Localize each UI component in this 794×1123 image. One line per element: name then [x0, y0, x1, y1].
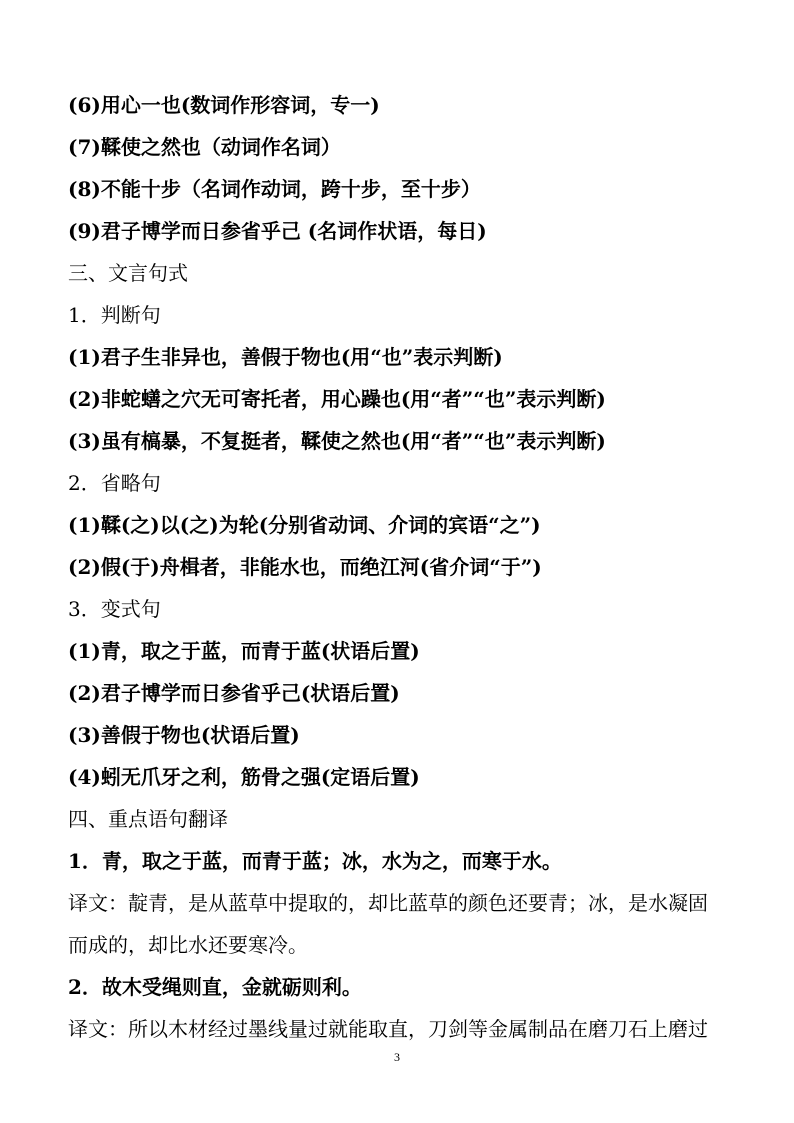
text-line: (4)蚓无爪牙之利，筋骨之强(定语后置): [68, 765, 420, 789]
text-line: (1)青，取之于蓝，而青于蓝(状语后置): [68, 639, 420, 663]
page-number: 3: [394, 1050, 400, 1064]
text-line: (9)君子博学而日参省乎己 (名词作状语，每日): [68, 219, 487, 243]
text-line: (2)君子博学而日参省乎己(状语后置): [68, 681, 400, 705]
translation-line: 译文：靛青，是从蓝草中提取的，却比蓝草的颜色还要青；冰，是水凝固: [68, 891, 708, 915]
subsection-heading: 2．省略句: [68, 471, 161, 495]
subsection-heading: 3．变式句: [68, 597, 161, 621]
text-line: (3)虽有槁暴，不复挺者，鞣使之然也(用“者”“也”表示判断): [68, 429, 606, 453]
text-line: 1．青，取之于蓝，而青于蓝；冰，水为之，而寒于水。: [68, 849, 562, 873]
text-line: (3)善假于物也(状语后置): [68, 723, 300, 747]
section-heading: 三、文言句式: [68, 261, 188, 285]
text-line: (2)假(于)舟楫者，非能水也，而绝江河(省介词“于”): [68, 555, 542, 579]
text-line: (1)君子生非异也，善假于物也(用“也”表示判断): [68, 345, 503, 369]
translation-line: 译文：所以木材经过墨线量过就能取直，刀剑等金属制品在磨刀石上磨过: [68, 1017, 708, 1041]
text-line: (7)鞣使之然也（动词作名词）: [68, 135, 341, 159]
text-line: (6)用心一也(数词作形容词，专一): [68, 93, 380, 117]
subsection-heading: 1．判断句: [68, 303, 161, 327]
text-line: 2．故木受绳则直，金就砺则利。: [68, 975, 362, 999]
text-line: (8)不能十步（名词作动词，跨十步，至十步）: [68, 177, 481, 201]
section-heading: 四、重点语句翻译: [68, 807, 228, 831]
text-line: (2)非蛇蟮之穴无可寄托者，用心躁也(用“者”“也”表示判断): [68, 387, 606, 411]
translation-line: 而成的，却比水还要寒冷。: [68, 933, 308, 957]
page-content: [68, 84, 728, 1050]
text-line: (1)鞣(之)以(之)为轮(分别省动词、介词的宾语“之”): [68, 513, 541, 537]
